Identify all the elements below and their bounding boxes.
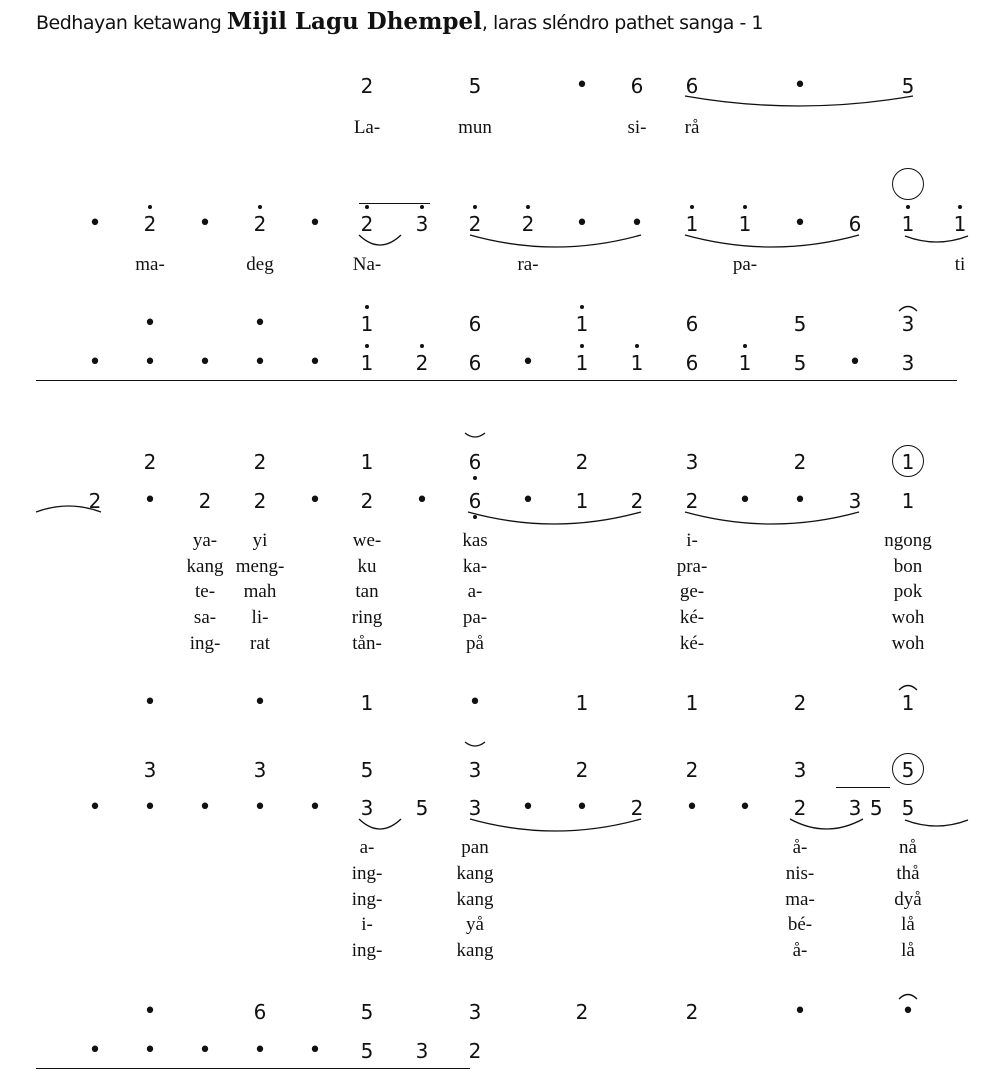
note: 1 — [901, 489, 915, 513]
note: 2 — [575, 1000, 589, 1024]
lyric-syllable: ka- — [462, 556, 488, 577]
lyric-syllable: kas — [462, 530, 488, 551]
slur-arc — [36, 506, 101, 512]
note: 5 — [901, 74, 915, 98]
note: 1 — [685, 691, 699, 715]
note: 6 — [253, 1000, 267, 1024]
note: 2 — [685, 758, 699, 782]
lyric-syllable: ké- — [679, 633, 705, 654]
note: 1 — [360, 312, 374, 336]
title-prefix: Bedhayan ketawang — [36, 12, 227, 34]
rest-dot: • — [630, 211, 644, 236]
note: 5 — [901, 758, 915, 782]
rest-dot: • — [253, 690, 267, 715]
note: 1 — [575, 312, 589, 336]
rest-dot: • — [793, 211, 807, 236]
lyric-syllable: ing- — [351, 889, 383, 910]
rest-dot: • — [88, 350, 102, 375]
rest-dot: • — [793, 999, 807, 1024]
note: 2 — [575, 758, 589, 782]
note: 6 — [685, 351, 699, 375]
note: 1 — [901, 212, 915, 236]
note: 1 — [575, 351, 589, 375]
lyric-syllable: La- — [353, 117, 381, 138]
note: 6 — [468, 489, 482, 513]
note: 3 — [360, 796, 374, 820]
lyric-syllable: mah — [243, 581, 277, 602]
rest-dot: • — [198, 350, 212, 375]
note: 6 — [685, 74, 699, 98]
rest-dot: • — [308, 795, 322, 820]
lyric-syllable: dyå — [894, 889, 922, 910]
lyric-syllable: på — [466, 633, 484, 654]
slur-arc — [470, 235, 641, 247]
rest-dot: • — [253, 311, 267, 336]
note: 2 — [685, 1000, 699, 1024]
lyric-syllable: ngong — [884, 530, 932, 551]
lyric-syllable: a- — [359, 837, 375, 858]
note: 2 — [253, 489, 267, 513]
note: 3 — [468, 1000, 482, 1024]
rest-dot: • — [415, 488, 429, 513]
slur-arc — [790, 819, 863, 829]
note: 1 — [360, 450, 374, 474]
rest-dot: • — [685, 795, 699, 820]
note: 3 — [415, 1039, 429, 1063]
note: 5 — [901, 796, 915, 820]
title-suffix: , laras sléndro pathet sanga - 1 — [481, 12, 763, 34]
rest-dot: • — [738, 488, 752, 513]
lyric-syllable: ké- — [679, 607, 705, 628]
lyric-syllable: pan — [461, 837, 489, 858]
lyric-syllable: mun — [458, 117, 492, 138]
note: 5 — [793, 312, 807, 336]
rest-dot: • — [253, 350, 267, 375]
note: 1 — [575, 489, 589, 513]
lyric-syllable: i- — [686, 530, 698, 551]
lyric-syllable: kang — [456, 863, 494, 884]
lyric-syllable: we- — [352, 530, 382, 551]
lyric-syllable: sa- — [193, 607, 217, 628]
slur-arc — [470, 819, 641, 831]
ornament-cap — [899, 307, 917, 312]
note: 3 — [901, 351, 915, 375]
rest-dot: • — [143, 350, 157, 375]
slur-arc — [905, 236, 968, 242]
note: 2 — [575, 450, 589, 474]
rest-dot: • — [143, 690, 157, 715]
note: 2 — [360, 489, 374, 513]
lyric-syllable: å- — [792, 940, 808, 961]
lyric-syllable: ring — [351, 607, 383, 628]
note: 6 — [685, 312, 699, 336]
note: 1 — [901, 691, 915, 715]
rest-dot: • — [901, 999, 915, 1024]
note: 3 — [901, 312, 915, 336]
lyric-syllable: tån- — [352, 633, 382, 654]
title-main: Mijil Lagu Dhempel — [226, 8, 482, 35]
note: 2 — [143, 212, 157, 236]
note: 2 — [360, 212, 374, 236]
note: 5 — [793, 351, 807, 375]
note: 1 — [360, 691, 374, 715]
note: 2 — [88, 489, 102, 513]
rest-dot: • — [793, 73, 807, 98]
lyric-syllable: ing- — [351, 940, 383, 961]
rest-dot: • — [738, 795, 752, 820]
lyric-syllable: pa- — [462, 607, 488, 628]
rest-dot: • — [575, 73, 589, 98]
note: 5 — [468, 74, 482, 98]
lyric-syllable: lå — [901, 914, 915, 935]
lyric-syllable: ma- — [135, 254, 165, 275]
lyric-syllable: ma- — [785, 889, 815, 910]
lyric-syllable: pa- — [732, 254, 758, 275]
rest-dot: • — [308, 1038, 322, 1063]
note: 1 — [901, 450, 915, 474]
rest-dot: • — [468, 690, 482, 715]
lyric-syllable: i- — [361, 914, 373, 935]
note: 2 — [468, 212, 482, 236]
note: 5 — [415, 796, 429, 820]
note: 3 — [415, 212, 429, 236]
slur-arc — [359, 819, 401, 829]
slur-arc — [685, 96, 913, 106]
rest-dot: • — [848, 350, 862, 375]
lyric-syllable: ge- — [679, 581, 705, 602]
note: 3 — [253, 758, 267, 782]
lyric-syllable: Na- — [352, 254, 382, 275]
rest-dot: • — [575, 211, 589, 236]
lyric-syllable: kang — [456, 889, 494, 910]
note: 5 — [869, 796, 883, 820]
note: 1 — [575, 691, 589, 715]
rest-dot: • — [253, 1038, 267, 1063]
lyric-syllable: bé- — [787, 914, 813, 935]
rest-dot: • — [253, 795, 267, 820]
lyric-syllable: å- — [792, 837, 808, 858]
lyric-syllable: ti — [954, 254, 966, 275]
note: 6 — [468, 312, 482, 336]
lyric-syllable: rå — [684, 117, 700, 138]
lyric-syllable: ing- — [351, 863, 383, 884]
rest-dot: • — [308, 488, 322, 513]
note: 3 — [468, 796, 482, 820]
lyric-syllable: ya- — [192, 530, 218, 551]
lyric-syllable: meng- — [235, 556, 285, 577]
note: 2 — [415, 351, 429, 375]
rest-dot: • — [143, 311, 157, 336]
slur-arc — [468, 512, 641, 524]
lyric-syllable: deg — [246, 254, 274, 275]
note: 1 — [953, 212, 967, 236]
rest-dot: • — [143, 795, 157, 820]
rest-dot: • — [521, 488, 535, 513]
rest-dot: • — [143, 1038, 157, 1063]
lyric-syllable: yi — [252, 530, 268, 551]
lyric-syllable: ku — [357, 556, 377, 577]
note: 2 — [468, 1039, 482, 1063]
rest-dot: • — [198, 1038, 212, 1063]
note: 5 — [360, 1000, 374, 1024]
rest-dot: • — [143, 488, 157, 513]
slur-arc — [359, 235, 401, 245]
rest-dot: • — [88, 1038, 102, 1063]
ornament-cap — [899, 995, 917, 1000]
slur-arc — [685, 235, 859, 247]
note: 5 — [360, 758, 374, 782]
lyric-syllable: pra- — [676, 556, 708, 577]
rest-dot: • — [198, 211, 212, 236]
ornament-cup — [465, 742, 485, 746]
lyric-syllable: li- — [251, 607, 269, 628]
note: 1 — [360, 351, 374, 375]
note: 2 — [253, 450, 267, 474]
note: 2 — [360, 74, 374, 98]
ornament-cap — [899, 686, 917, 691]
lyric-syllable: kang — [456, 940, 494, 961]
lyric-syllable: rat — [249, 633, 271, 654]
note: 1 — [738, 212, 752, 236]
note: 6 — [468, 351, 482, 375]
rest-dot: • — [308, 350, 322, 375]
lyric-syllable: bon — [893, 556, 923, 577]
note: 2 — [630, 796, 644, 820]
note: 2 — [253, 212, 267, 236]
rest-dot: • — [198, 795, 212, 820]
note: 3 — [848, 489, 862, 513]
rest-dot: • — [521, 795, 535, 820]
note: 6 — [630, 74, 644, 98]
lyric-syllable: lå — [901, 940, 915, 961]
note: 6 — [848, 212, 862, 236]
lyric-syllable: woh — [891, 607, 925, 628]
note: 2 — [198, 489, 212, 513]
note: 3 — [848, 796, 862, 820]
ornament-cup — [465, 433, 485, 437]
note: 5 — [360, 1039, 374, 1063]
rest-dot: • — [88, 795, 102, 820]
rest-dot: • — [88, 211, 102, 236]
note: 3 — [685, 450, 699, 474]
rest-dot: • — [521, 350, 535, 375]
lyric-syllable: woh — [891, 633, 925, 654]
lyric-syllable: pok — [893, 581, 923, 602]
slur-arc — [685, 512, 859, 524]
note: 6 — [468, 450, 482, 474]
slur-arc — [905, 820, 968, 826]
lyric-syllable: te- — [194, 581, 216, 602]
note: 2 — [793, 450, 807, 474]
note: 2 — [143, 450, 157, 474]
note: 3 — [468, 758, 482, 782]
lyric-syllable: nå — [899, 837, 917, 858]
note: 2 — [793, 796, 807, 820]
lyric-syllable: ra- — [517, 254, 539, 275]
lyric-syllable: ing- — [189, 633, 221, 654]
lyric-syllable: a- — [467, 581, 483, 602]
note: 1 — [685, 212, 699, 236]
note: 3 — [143, 758, 157, 782]
rest-dot: • — [575, 795, 589, 820]
lyric-syllable: kang — [186, 556, 224, 577]
lyric-syllable: nis- — [785, 863, 815, 884]
note: 1 — [738, 351, 752, 375]
rest-dot: • — [793, 488, 807, 513]
note: 2 — [685, 489, 699, 513]
note: 2 — [793, 691, 807, 715]
note: 1 — [630, 351, 644, 375]
rest-dot: • — [308, 211, 322, 236]
lyric-syllable: si- — [627, 117, 647, 138]
note: 2 — [630, 489, 644, 513]
note: 3 — [793, 758, 807, 782]
note: 2 — [521, 212, 535, 236]
lyric-syllable: tan — [355, 581, 379, 602]
lyric-syllable: yå — [466, 914, 484, 935]
lyric-syllable: thå — [896, 863, 920, 884]
rest-dot: • — [143, 999, 157, 1024]
